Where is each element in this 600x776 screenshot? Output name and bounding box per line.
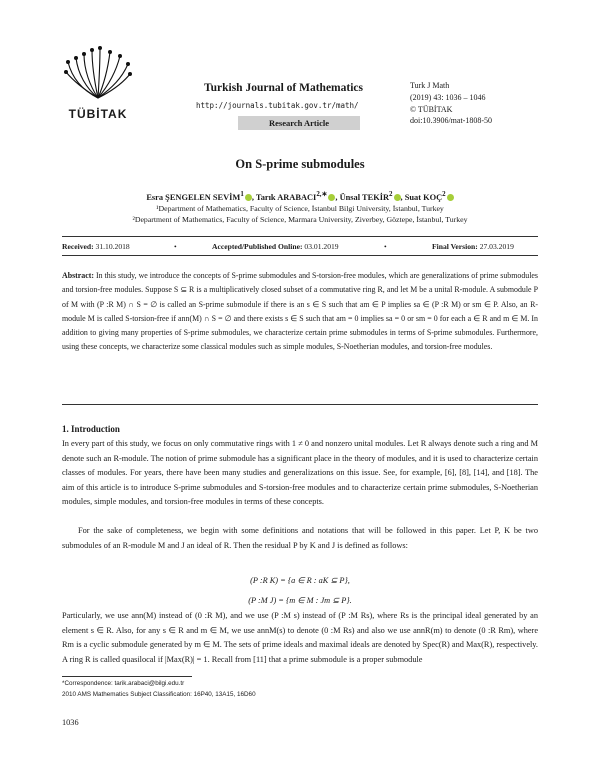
accepted-label: Accepted/Published Online: xyxy=(212,242,303,251)
section-heading: 1. Introduction xyxy=(62,424,120,434)
abstract-label: Abstract: xyxy=(62,271,94,280)
received-label: Received: xyxy=(62,242,94,251)
footnote-rule xyxy=(62,676,192,677)
author-name: Suat KOÇ xyxy=(404,192,443,202)
paragraph: For the sake of completeness, we begin with some definitions and notations that will be followed in this paper. Let P, K be two submodules of an R-module M and J an ideal of R. Then the residual P by K and J is defined as follows: xyxy=(62,526,538,550)
divider xyxy=(62,236,538,237)
citation-block xyxy=(410,80,492,127)
article-type-badge: Research Article xyxy=(238,116,360,130)
accepted-date: 03.01.2019 xyxy=(304,242,339,251)
paragraph: In every part of this study, we focus on only commutative rings with 1 ≠ 0 and nonzero unital modules. Let R always denote such a ring and M denote such an R-module. The notion of prime submodule has a significant place in the theory of modules, and it is used to characterize certain classes of modules. For years, there have been many studies and generalizations on this issue. See, for example, [6], [8], [14], and [18]. The aim of this article is to introduce S-prime submodules and S-torsion-free modules and to characterize certain prime submodules, S-Noetherian modules, simple modules, and torsion-free modules in terms of these concepts. xyxy=(62,439,538,507)
affiliation-2: ²Department of Mathematics, Faculty of Science, Marmara University, Ziverbey, Göztepe, İstanbul, Turkey xyxy=(132,215,468,224)
bullet: • xyxy=(384,242,387,251)
footnote-correspondence: *Correspondence: tarik.arabaci@bilgi.edu.tr xyxy=(62,680,185,687)
volume-pages: (2019) 43: 1036 – 1046 xyxy=(410,92,486,102)
dates-row xyxy=(62,242,538,252)
journal-name: Turkish Journal of Mathematics xyxy=(204,82,363,94)
paragraph: Particularly, we use ann(M) instead of (0 :R M), and we use (P :M s) instead of (P :M Rs), where Rs is the principal ideal generated by an element s ∈ R. Also, for any s ∈ R and m ∈ M, we use annM(s) to denote (0 :M Rs) and also we use annR(m) to denote (0 :R Rm), where Rm is a cyclic submodule generated by m ∈ M. The sets of prime ideals and maximal ideals are denoted by Spec(R) and Max(R), respectively. A ring R is called quasilocal if |Max(R)| = 1. Recall from [11] that a prime submodule is a proper submodule xyxy=(62,611,538,664)
footnote-msc: 2010 AMS Mathematics Subject Classification: 16P40, 13A15, 16D60 xyxy=(62,691,256,698)
equation: (P :R K) = {a ∈ R : aK ⊆ P}, xyxy=(250,576,350,585)
author-affiliation-mark: 2 xyxy=(389,190,393,198)
author-separator: , xyxy=(335,192,338,202)
author-affiliation-mark: 1 xyxy=(240,190,244,198)
author-separator: , xyxy=(251,192,254,202)
abstract xyxy=(62,269,538,355)
page-number: 1036 xyxy=(62,718,79,727)
author-separator: , xyxy=(400,192,403,202)
abstract-text: In this study, we introduce the concepts of S-prime submodules and S-torsion-free modules, which are generalizations of prime submodules and torsion-free modules. Suppose S ⊆ R is a multiplicatively closed subset of a commutative ring R, and let M be a unital R-module. A submodule P of M with (P :R M) ∩ S = ∅ is called an S-prime submodule if there is an s ∈ S such that am ∈ P implies sa ∈ (P :R M) or sm ∈ P. Also, an R-module M is called S-torsion-free if ann(M) ∩ S = ∅ and there exists s ∈ S such that am = 0 implies sa = 0 or sm = 0 for each a ∈ R and m ∈ M. In addition to giving many properties of S-prime submodules, we characterize certain prime submodules in terms of S-prime submodules. Furthermore, using these concepts, we characterize some classical modules such as simple modules, S-Noetherian modules, and torsion-free modules. xyxy=(62,271,538,352)
divider xyxy=(62,404,538,405)
journal-abbrev: Turk J Math xyxy=(410,81,450,90)
copyright: © TÜBİTAK xyxy=(410,104,453,114)
divider xyxy=(62,255,538,256)
doi[interactable]: doi:10.3906/mat-1808-50 xyxy=(410,116,492,126)
author-name: Tarık ARABACI xyxy=(255,192,317,202)
orcid-icon[interactable] xyxy=(394,194,401,201)
author-name: Esra ŞENGELEN SEVİM xyxy=(146,192,241,202)
final-label: Final Version: xyxy=(432,242,478,251)
tubitak-logo-icon xyxy=(62,40,134,104)
equation: (P :M J) = {m ∈ M : Jm ⊆ P}. xyxy=(248,596,352,605)
affiliation-1: ¹Department of Mathematics, Faculty of Science, İstanbul Bilgi University, İstanbul, Turkey xyxy=(156,204,444,213)
received-date: 31.10.2018 xyxy=(95,242,130,251)
orcid-icon[interactable] xyxy=(447,194,454,201)
logo-wordmark: TÜBİTAK xyxy=(68,107,128,121)
final-date: 27.03.2019 xyxy=(479,242,514,251)
author-list xyxy=(0,190,600,202)
paper-title: On S-prime submodules xyxy=(235,157,365,171)
author-affiliation-mark: 2,∗ xyxy=(316,190,328,198)
journal-url[interactable]: http://journals.tubitak.gov.tr/math/ xyxy=(196,101,359,110)
author-name: Ünsal TEKİR xyxy=(339,192,390,202)
author-affiliation-mark: 2 xyxy=(442,190,446,198)
bullet: • xyxy=(174,242,177,251)
orcid-icon[interactable] xyxy=(245,194,252,201)
